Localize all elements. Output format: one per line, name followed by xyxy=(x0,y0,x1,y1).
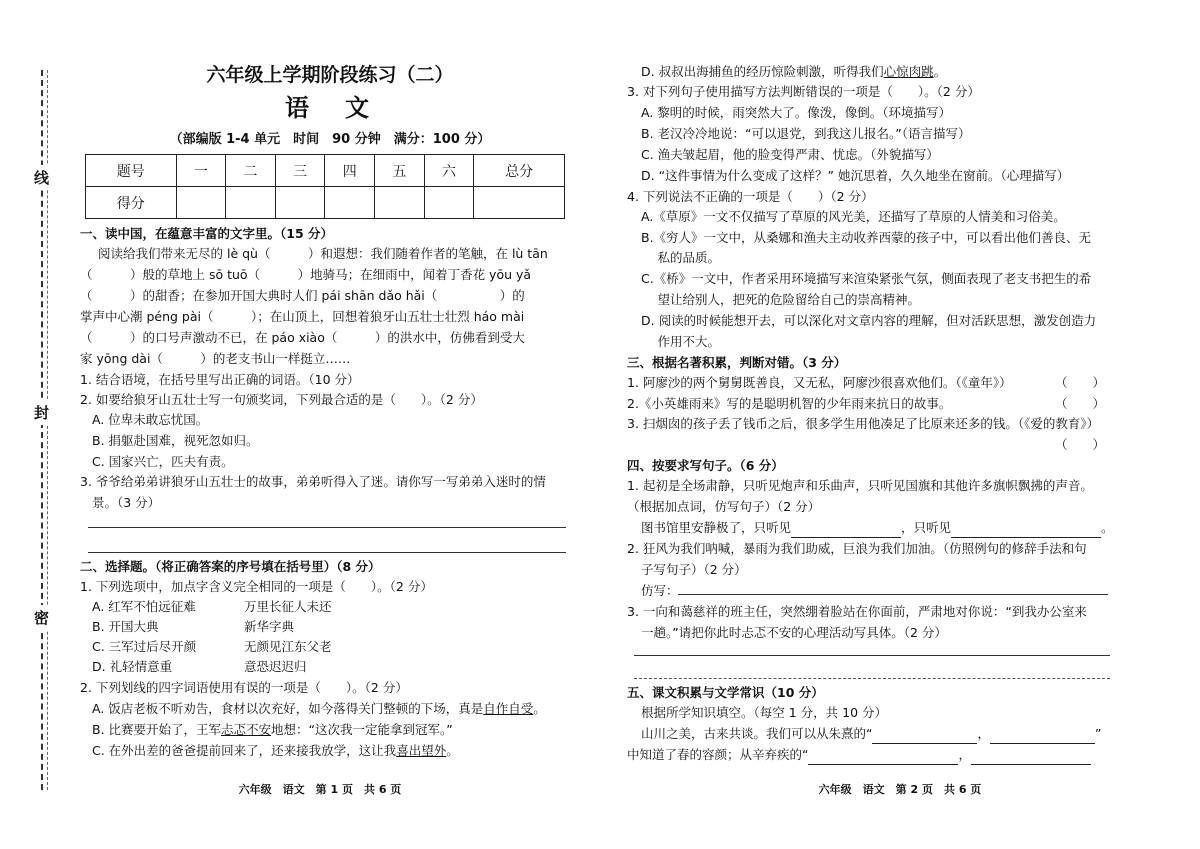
section-3-heading: 三、根据名著积累，判断对错。（3 分） xyxy=(627,355,847,370)
fill-blank[interactable] xyxy=(990,729,1095,744)
underlined-phrase: 喜出望外 xyxy=(396,743,447,758)
score-cell[interactable] xyxy=(474,187,565,219)
section-5-instructions: 根据所学知识填空。（每空 1 分，共 10 分） xyxy=(641,705,888,720)
score-cell[interactable] xyxy=(424,187,474,219)
option-d xyxy=(641,62,946,82)
question-4-1: 1. 起初是全场肃静，只听见炮声和乐曲声，只听见国旗和其他许多旗帜飘拂的声音。 xyxy=(627,478,1093,493)
score-header-cell: 三 xyxy=(275,155,325,187)
option-a xyxy=(92,699,546,719)
answer-line[interactable] xyxy=(88,552,566,553)
score-header-cell: 一 xyxy=(176,155,226,187)
section-5-heading: 五、课文积累与文学常识（10 分） xyxy=(627,685,824,700)
option-b-cont: 私的品质。 xyxy=(641,250,720,265)
score-row-label: 得分 xyxy=(86,187,177,219)
score-header-cell: 六 xyxy=(424,155,474,187)
passage-line: 掌声中心潮 péng pài（ ）；在山顶上，回想着狼牙山五壮士壮烈 háo mài xyxy=(80,309,525,324)
option-d-pair: 意恐迟迟归 xyxy=(244,659,307,674)
fill-text: ， xyxy=(958,747,971,762)
option-b xyxy=(92,720,453,740)
exam-info: （部编版 1-4 单元 时间 90 分钟 满分：100 分） xyxy=(169,132,491,147)
fill-blank[interactable] xyxy=(791,523,901,538)
option-b-pair: 新华字典 xyxy=(244,619,295,634)
underlined-phrase: 心惊肉跳 xyxy=(883,64,934,79)
fill-blank[interactable] xyxy=(971,750,1091,765)
judge-item: 2.《小英雄雨来》写的是聪明机智的少年雨来抗日的故事。 xyxy=(627,396,952,411)
passage-line: （ ）般的草地上 sō tuō（ ）地骑马；在细雨中，闻着丁香花 yōu yǎ xyxy=(80,267,532,282)
option-d: D. “这件事情为什么变成了这样？” 她沉思着，久久地坐在窗前。（心理描写） xyxy=(641,168,1070,183)
section-divider xyxy=(634,678,1110,679)
fill-blank[interactable] xyxy=(872,729,977,744)
imitation-label: 仿写： xyxy=(641,583,679,598)
score-header-cell: 总分 xyxy=(474,155,565,187)
judge-item: 3. 扫烟囱的孩子丢了钱币之后，很多学生用他凑足了比原来还多的钱。（《爱的教育》） xyxy=(627,416,1100,431)
answer-line[interactable] xyxy=(88,527,566,528)
option-c: C. 三军过后尽开颜 xyxy=(92,639,197,654)
underlined-phrase: 忐忑不安 xyxy=(221,722,272,737)
score-header-cell: 题号 xyxy=(86,155,177,187)
score-table-header-row xyxy=(86,155,565,187)
passage-line: （ ）的口号声激动不已，在 páo xiào（ ）的洪水中，仿佛看到受大 xyxy=(80,330,525,345)
passage-line: 家 yōng dài（ ）的老支书山一样挺立…… xyxy=(80,351,351,366)
fill-sentence xyxy=(641,518,1114,538)
score-table xyxy=(85,154,565,219)
score-cell[interactable] xyxy=(176,187,226,219)
option-text: 。 xyxy=(446,743,459,758)
option-d: D. 阅读的时候能想开去，可以深化对文章内容的理解，但对活跃思想，激发创造力 xyxy=(641,313,1097,328)
score-header-cell: 二 xyxy=(226,155,276,187)
question-1-3-cont: 景。（3 分） xyxy=(92,495,161,510)
underlined-phrase: 自作自受 xyxy=(483,701,534,716)
option-c: C. 渔夫皱起眉，他的脸变得严肃、忧虑。（外貌描写） xyxy=(641,147,939,162)
question-4-2-cont: 子写句子）（2 分） xyxy=(641,562,747,577)
binding-label-secret: 密 xyxy=(34,605,49,630)
question-1-3: 3. 爷爷给弟弟讲狼牙山五壮士的故事，弟弟听得入了迷。请你写一写弟弟入迷时的情 xyxy=(80,474,546,489)
fill-text: ， xyxy=(977,726,990,741)
option-text: 。 xyxy=(933,64,947,79)
option-b: B.《穷人》一文中，从桑娜和渔夫主动收养西蒙的孩子中，可以看出他们善良、无 xyxy=(641,230,1092,245)
fill-text: 图书馆里安静极了，只听见 xyxy=(641,520,792,535)
score-header-cell: 四 xyxy=(325,155,375,187)
page-footer: 六年级 语文 第 2 页 共 6 页 xyxy=(818,783,982,796)
fill-text: ” xyxy=(1095,726,1102,741)
option-a: A. 黎明的时候，雨突然大了。像泼，像倒。（环境描写） xyxy=(641,105,952,120)
question-2-4: 4. 下列说法不正确的一项是（ ）（2 分） xyxy=(627,189,874,204)
score-header-cell: 五 xyxy=(375,155,425,187)
score-cell[interactable] xyxy=(325,187,375,219)
option-b: B. 捐躯赴国难，视死忽如归。 xyxy=(92,433,259,448)
page-2 xyxy=(600,0,1200,849)
option-d: D. 礼轻情意重 xyxy=(92,659,173,674)
exam-subject: 语 文 xyxy=(285,94,375,122)
judge-answer-paren[interactable]: （ ） xyxy=(1055,375,1106,390)
option-c-pair: 无颜见江东父老 xyxy=(244,639,332,654)
passage-line: （ ）的甜香；在参加开国大典时人们 pái shān dǎo hǎi（ ）的 xyxy=(80,288,525,303)
option-a: A.《草原》一文不仅描写了草原的风光美，还描写了草原的人情美和习俗美。 xyxy=(641,209,1066,224)
option-c xyxy=(92,741,459,761)
option-c-cont: 望让给别人，把死的危险留给自己的崇高精神。 xyxy=(641,292,920,307)
judge-item: 1. 阿廖沙的两个舅舅既善良，又无私，阿廖沙很喜欢他们。（《童年》） xyxy=(627,375,1012,390)
section-4-heading: 四、按要求写句子。（6 分） xyxy=(627,458,784,473)
option-a-pair: 万里长征人未还 xyxy=(244,599,332,614)
question-2-3: 3. 对下列句子使用描写方法判断错误的一项是（ ）。（2 分） xyxy=(627,84,980,99)
option-text: C. 在外出差的爸爸提前回来了，还来接我放学，这让我 xyxy=(92,743,397,758)
score-cell[interactable] xyxy=(226,187,276,219)
score-cell[interactable] xyxy=(375,187,425,219)
option-a: A. 红军不怕远征难 xyxy=(92,599,196,614)
passage-line: 阅读给我们带来无尽的 lè qù（ ）和遐想：我们随着作者的笔触，在 lù tān xyxy=(98,246,548,261)
fill-blank[interactable] xyxy=(808,750,958,765)
score-table-score-row xyxy=(86,187,565,219)
option-text: 地想：“这次我一定能拿到冠军。” xyxy=(271,722,453,737)
option-a: A. 位卑未敢忘忧国。 xyxy=(92,412,209,427)
option-b: B. 老汉冷冷地说：“可以退党，到我这儿报名。”（语言描写） xyxy=(641,126,971,141)
question-4-3: 3. 一向和蔼慈祥的班主任，突然绷着脸站在你面前，严肃地对你说：“到我办公室来 xyxy=(627,604,1087,619)
option-text: 。 xyxy=(533,701,546,716)
question-1-1: 1. 结合语境，在括号里写出正确的词语。（10 分） xyxy=(80,372,360,387)
option-text: B. 比赛要开始了，王军 xyxy=(92,722,222,737)
fill-sentence xyxy=(641,724,1101,744)
question-4-2: 2. 狂风为我们呐喊，暴雨为我们助威，巨浪为我们加油。（仿照例句的修辞手法和句 xyxy=(627,541,1087,556)
fill-blank[interactable] xyxy=(951,523,1101,538)
answer-line[interactable] xyxy=(678,594,1108,595)
judge-answer-paren[interactable]: （ ） xyxy=(1055,396,1106,411)
binding-label-line: 线 xyxy=(34,165,49,190)
section-2-heading: 二、选择题。（将正确答案的序号填在括号里）（8 分） xyxy=(80,559,381,574)
question-2-1: 1. 下列选项中，加点字含义完全相同的一项是（ ）。（2 分） xyxy=(80,579,433,594)
option-c: C. 国家兴亡，匹夫有责。 xyxy=(92,454,234,469)
binding-label-seal: 封 xyxy=(34,400,49,425)
fill-text: ，只听见 xyxy=(901,520,952,535)
option-text: D. 叔叔出海捕鱼的经历惊险刺激，听得我们 xyxy=(641,64,884,79)
option-b: B. 开国大典 xyxy=(92,619,159,634)
option-c: C.《桥》一文中，作者采用环境描写来渲染紧张气氛，侧面表现了老支书把生的希 xyxy=(641,271,1092,286)
fill-text: 中知道了春的容颜；从辛弃疾的“ xyxy=(627,747,809,762)
score-cell[interactable] xyxy=(275,187,325,219)
option-text: A. 饭店老板不听劝告，食材以次充好，如今落得关门整顿的下场，真是 xyxy=(92,701,484,716)
fill-sentence xyxy=(627,745,1091,765)
answer-line[interactable] xyxy=(634,655,1110,656)
question-4-3-cont: 一趟。”请把你此时忐忑不安的心理活动写具体。（2 分） xyxy=(641,625,947,640)
option-d-cont: 作用不大。 xyxy=(641,334,720,349)
fill-text: 。 xyxy=(1101,520,1114,535)
question-2-2: 2. 下列划线的四字词语使用有误的一项是（ ）。（2 分） xyxy=(80,680,408,695)
page-footer: 六年级 语文 第 1 页 共 6 页 xyxy=(238,783,402,796)
exam-title: 六年级上学期阶段练习（二） xyxy=(206,64,454,86)
section-1-heading: 一、读中国，在蕴意丰富的文字里。（15 分） xyxy=(80,226,333,241)
question-4-1-cont: （根据加点词，仿写句子）（2 分） xyxy=(627,499,821,514)
question-1-2: 2. 如要给狼牙山五壮士写一句颁奖词，下列最合适的是（ ）。（2 分） xyxy=(80,392,483,407)
judge-answer-paren[interactable]: （ ） xyxy=(1055,437,1106,452)
fill-text: 山川之美，古来共谈。我们可以从朱熹的“ xyxy=(641,726,873,741)
